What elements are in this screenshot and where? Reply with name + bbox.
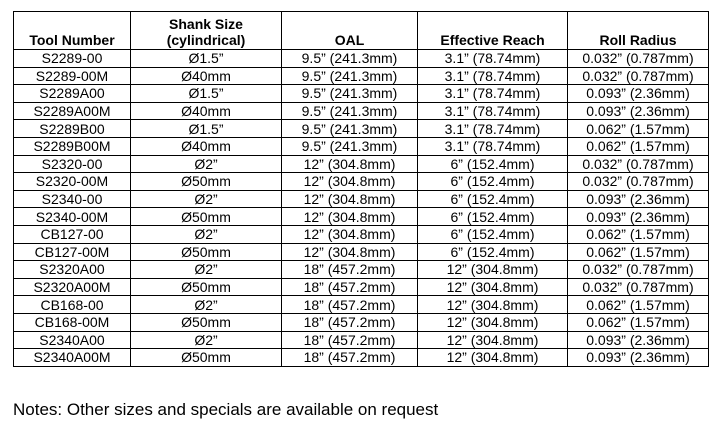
table-row bbox=[14, 137, 709, 155]
roll-radius-cell: 0.032” (0.787mm) bbox=[568, 155, 709, 173]
table-row bbox=[14, 278, 709, 296]
tool-number-cell: S2340-00M bbox=[14, 208, 131, 226]
table-row bbox=[14, 225, 709, 243]
roll-radius-cell: 0.062” (1.57mm) bbox=[568, 296, 709, 314]
oal-cell: 12” (304.8mm) bbox=[282, 225, 418, 243]
shank-size-cell: Ø1.5” bbox=[131, 85, 282, 103]
oal-cell: 18” (457.2mm) bbox=[282, 331, 418, 349]
shank-size-cell: Ø50mm bbox=[131, 243, 282, 261]
shank-size-cell: Ø2” bbox=[131, 331, 282, 349]
roll-radius-cell: 0.062” (1.57mm) bbox=[568, 313, 709, 331]
oal-cell: 12” (304.8mm) bbox=[282, 173, 418, 191]
shank-size-cell: Ø40mm bbox=[131, 67, 282, 85]
shank-size-cell: Ø50mm bbox=[131, 313, 282, 331]
tool-number-cell: S2289B00M bbox=[14, 137, 131, 155]
oal-cell: 9.5” (241.3mm) bbox=[282, 85, 418, 103]
tool-number-cell: CB168-00 bbox=[14, 296, 131, 314]
tool-number-cell: CB127-00M bbox=[14, 243, 131, 261]
tool-number-cell: S2289A00 bbox=[14, 85, 131, 103]
oal-cell: 12” (304.8mm) bbox=[282, 155, 418, 173]
roll-radius-cell: 0.062” (1.57mm) bbox=[568, 137, 709, 155]
effective-reach-cell: 3.1” (78.74mm) bbox=[418, 120, 568, 138]
roll-radius-cell: 0.032” (0.787mm) bbox=[568, 67, 709, 85]
effective-reach-cell: 6” (152.4mm) bbox=[418, 225, 568, 243]
roll-radius-cell: 0.032” (0.787mm) bbox=[568, 173, 709, 191]
shank-size-cell: Ø2” bbox=[131, 296, 282, 314]
notes-text: Notes: Other sizes and specials are available on request bbox=[13, 400, 439, 419]
oal-cell: 12” (304.8mm) bbox=[282, 243, 418, 261]
oal-cell: 9.5” (241.3mm) bbox=[282, 102, 418, 120]
effective-reach-cell: 12” (304.8mm) bbox=[418, 296, 568, 314]
effective-reach-cell: 6” (152.4mm) bbox=[418, 190, 568, 208]
oal-cell: 18” (457.2mm) bbox=[282, 261, 418, 279]
tool-number-cell: S2340-00 bbox=[14, 190, 131, 208]
header-effective-reach bbox=[418, 12, 568, 50]
roll-radius-cell: 0.032” (0.787mm) bbox=[568, 278, 709, 296]
shank-size-cell: Ø50mm bbox=[131, 173, 282, 191]
shank-size-cell: Ø40mm bbox=[131, 102, 282, 120]
header-roll-radius bbox=[568, 12, 709, 50]
roll-radius-cell: 0.093” (2.36mm) bbox=[568, 349, 709, 367]
header-oal-line1: OAL bbox=[334, 32, 365, 48]
oal-cell: 9.5” (241.3mm) bbox=[282, 137, 418, 155]
oal-cell: 18” (457.2mm) bbox=[282, 349, 418, 367]
roll-radius-cell: 0.062” (1.57mm) bbox=[568, 225, 709, 243]
tool-number-cell: S2320A00 bbox=[14, 261, 131, 279]
shank-size-cell: Ø1.5” bbox=[131, 50, 282, 68]
effective-reach-cell: 6” (152.4mm) bbox=[418, 173, 568, 191]
effective-reach-cell: 12” (304.8mm) bbox=[418, 278, 568, 296]
table-row bbox=[14, 67, 709, 85]
roll-radius-cell: 0.062” (1.57mm) bbox=[568, 120, 709, 138]
effective-reach-cell: 12” (304.8mm) bbox=[418, 349, 568, 367]
table-row bbox=[14, 155, 709, 173]
oal-cell: 9.5” (241.3mm) bbox=[282, 50, 418, 68]
tool-number-cell: S2289-00 bbox=[14, 50, 131, 68]
table-row bbox=[14, 190, 709, 208]
roll-radius-cell: 0.032” (0.787mm) bbox=[568, 261, 709, 279]
effective-reach-cell: 3.1” (78.74mm) bbox=[418, 67, 568, 85]
shank-size-cell: Ø2” bbox=[131, 155, 282, 173]
shank-size-cell: Ø50mm bbox=[131, 278, 282, 296]
tool-number-cell: S2340A00M bbox=[14, 349, 131, 367]
oal-cell: 9.5” (241.3mm) bbox=[282, 120, 418, 138]
tool-spec-table bbox=[13, 11, 709, 367]
shank-size-cell: Ø1.5” bbox=[131, 120, 282, 138]
effective-reach-cell: 12” (304.8mm) bbox=[418, 261, 568, 279]
header-tool-number-line1: Tool Number bbox=[29, 32, 115, 48]
effective-reach-cell: 6” (152.4mm) bbox=[418, 155, 568, 173]
table-row bbox=[14, 296, 709, 314]
tool-number-cell: S2289-00M bbox=[14, 67, 131, 85]
table-row bbox=[14, 50, 709, 68]
effective-reach-cell: 3.1” (78.74mm) bbox=[418, 50, 568, 68]
tool-number-cell: S2340A00 bbox=[14, 331, 131, 349]
header-roll-radius-line1: Roll Radius bbox=[599, 32, 677, 48]
shank-size-cell: Ø50mm bbox=[131, 208, 282, 226]
table-row bbox=[14, 120, 709, 138]
table-row bbox=[14, 102, 709, 120]
table-body bbox=[14, 50, 709, 367]
header-oal bbox=[282, 12, 418, 50]
effective-reach-cell: 12” (304.8mm) bbox=[418, 331, 568, 349]
table-row bbox=[14, 349, 709, 367]
tool-number-cell: S2289A00M bbox=[14, 102, 131, 120]
roll-radius-cell: 0.032” (0.787mm) bbox=[568, 50, 709, 68]
table-row bbox=[14, 261, 709, 279]
tool-number-cell: S2320A00M bbox=[14, 278, 131, 296]
oal-cell: 18” (457.2mm) bbox=[282, 296, 418, 314]
effective-reach-cell: 6” (152.4mm) bbox=[418, 243, 568, 261]
oal-cell: 9.5” (241.3mm) bbox=[282, 67, 418, 85]
tool-number-cell: S2320-00 bbox=[14, 155, 131, 173]
header-shank-size-line1: Shank Size bbox=[169, 16, 243, 32]
header-effective-reach-line1: Effective Reach bbox=[440, 32, 545, 48]
oal-cell: 18” (457.2mm) bbox=[282, 313, 418, 331]
roll-radius-cell: 0.093” (2.36mm) bbox=[568, 85, 709, 103]
header-shank-size-line2: (cylindrical) bbox=[166, 32, 246, 48]
shank-size-cell: Ø50mm bbox=[131, 349, 282, 367]
oal-cell: 12” (304.8mm) bbox=[282, 208, 418, 226]
table-row bbox=[14, 85, 709, 103]
tool-number-cell: S2289B00 bbox=[14, 120, 131, 138]
tool-number-cell: CB168-00M bbox=[14, 313, 131, 331]
effective-reach-cell: 6” (152.4mm) bbox=[418, 208, 568, 226]
header-row bbox=[14, 12, 709, 50]
header-shank-size bbox=[131, 12, 282, 50]
shank-size-cell: Ø2” bbox=[131, 225, 282, 243]
table-row bbox=[14, 243, 709, 261]
effective-reach-cell: 12” (304.8mm) bbox=[418, 313, 568, 331]
roll-radius-cell: 0.062” (1.57mm) bbox=[568, 243, 709, 261]
roll-radius-cell: 0.093” (2.36mm) bbox=[568, 331, 709, 349]
effective-reach-cell: 3.1” (78.74mm) bbox=[418, 137, 568, 155]
shank-size-cell: Ø2” bbox=[131, 190, 282, 208]
oal-cell: 12” (304.8mm) bbox=[282, 190, 418, 208]
oal-cell: 18” (457.2mm) bbox=[282, 278, 418, 296]
shank-size-cell: Ø2” bbox=[131, 261, 282, 279]
roll-radius-cell: 0.093” (2.36mm) bbox=[568, 102, 709, 120]
table-row bbox=[14, 313, 709, 331]
effective-reach-cell: 3.1” (78.74mm) bbox=[418, 102, 568, 120]
table-row bbox=[14, 331, 709, 349]
tool-number-cell: CB127-00 bbox=[14, 225, 131, 243]
tool-number-cell: S2320-00M bbox=[14, 173, 131, 191]
header-tool-number bbox=[14, 12, 131, 50]
shank-size-cell: Ø40mm bbox=[131, 137, 282, 155]
effective-reach-cell: 3.1” (78.74mm) bbox=[418, 85, 568, 103]
table-row bbox=[14, 173, 709, 191]
roll-radius-cell: 0.093” (2.36mm) bbox=[568, 190, 709, 208]
roll-radius-cell: 0.093” (2.36mm) bbox=[568, 208, 709, 226]
table-row bbox=[14, 208, 709, 226]
